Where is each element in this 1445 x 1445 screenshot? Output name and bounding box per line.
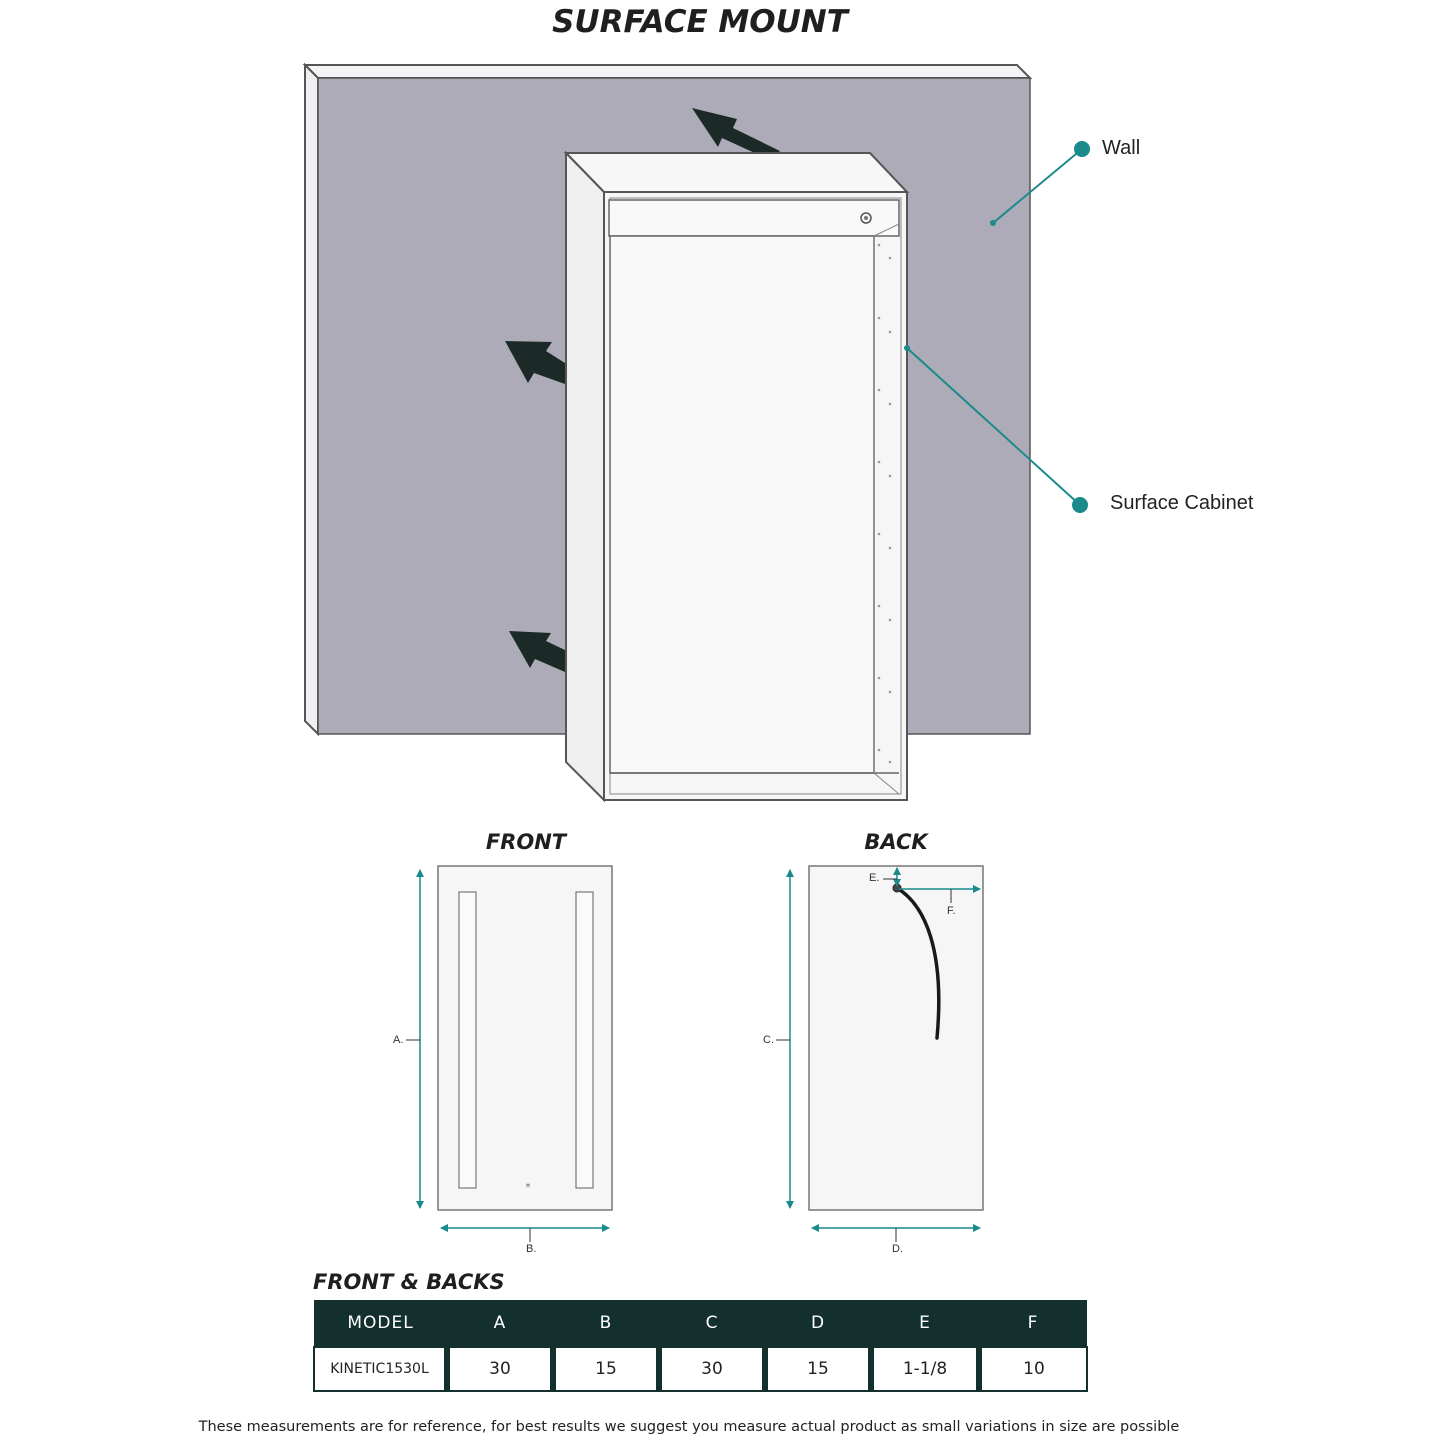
dimension-b-label: B. [526, 1243, 537, 1255]
main-title: SURFACE MOUNT [552, 4, 848, 40]
dimension-f-label: F. [947, 905, 956, 917]
table-title: FRONT & BACKS [313, 1270, 505, 1294]
dimension-d-label: D. [892, 1243, 903, 1255]
dimension-e-label: E. [869, 872, 880, 884]
dimension-a-line [406, 870, 420, 1208]
back-view-title: BACK [864, 830, 928, 854]
back-view [809, 866, 983, 1210]
measurements-table [313, 1300, 1088, 1392]
front-view [438, 866, 612, 1210]
cell-a: 30 [447, 1347, 553, 1391]
surface-cabinet [566, 153, 907, 800]
dimension-c-line [776, 870, 790, 1208]
front-view-title: FRONT [485, 830, 567, 854]
cell-e: 1-1/8 [871, 1347, 979, 1391]
dimension-c-label: C. [763, 1034, 774, 1046]
cell-d: 15 [765, 1347, 871, 1391]
header-model: MODEL [314, 1300, 447, 1347]
header-c: C [659, 1300, 765, 1347]
wall-label: Wall [1102, 137, 1141, 159]
svg-text:*: * [525, 1182, 531, 1193]
header-a: A [447, 1300, 553, 1347]
header-e: E [871, 1300, 979, 1347]
dimension-b-line [441, 1228, 609, 1242]
cell-model: KINETIC1530L [314, 1347, 447, 1391]
dimension-d-line [812, 1228, 980, 1242]
cell-c: 30 [659, 1347, 765, 1391]
table-row [314, 1347, 1087, 1391]
header-f: F [979, 1300, 1087, 1347]
cell-b: 15 [553, 1347, 659, 1391]
header-d: D [765, 1300, 871, 1347]
header-b: B [553, 1300, 659, 1347]
table-header-row [314, 1300, 1087, 1347]
footnote: These measurements are for reference, for best results we suggest you measure actual product as small variations in size are possible [198, 1419, 1180, 1435]
surface-cabinet-label: Surface Cabinet [1110, 492, 1254, 514]
dimension-a-label: A. [393, 1034, 404, 1046]
cell-f: 10 [979, 1347, 1087, 1391]
